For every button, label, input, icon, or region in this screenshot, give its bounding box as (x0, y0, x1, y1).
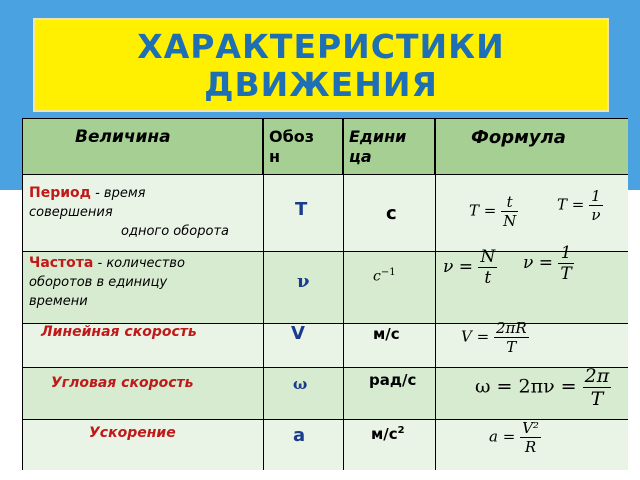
header-unit-line1: Едини (349, 127, 407, 146)
row-period-description: Период - время совершения одного оборота (29, 185, 229, 239)
title-banner (33, 18, 609, 112)
header-quantity: Величина (75, 127, 171, 147)
unit-frequency: $c^{-1}$ (373, 267, 396, 285)
header-unit-line2: ца (349, 147, 372, 166)
formula-angular-speed: ω = 2πν = $\frac{2\pi}{T}$ (475, 365, 610, 410)
quantity-name-linear-speed: Линейная скорость (41, 324, 197, 340)
grid-vline-2 (343, 119, 344, 470)
formula-frequency-2: ν = $\frac{1}{T}$ (523, 243, 572, 284)
formula-period-1: T = $\frac{t}{N}$ (469, 193, 517, 230)
title-line-1: ХАРАКТЕРИСТИКИ (137, 27, 505, 66)
symbol-angular-speed: ω (293, 375, 308, 393)
symbol-linear-speed: V (291, 323, 305, 344)
formula-linear-speed: V = $\frac{2\pi R}{T}$ (461, 319, 527, 356)
header-symbol-line2: н (269, 147, 281, 166)
unit-period: с (386, 203, 397, 224)
quantity-name-frequency: Частота (29, 255, 94, 271)
grid-vline-3 (435, 119, 436, 470)
quantity-name-angular-speed: Угловая скорость (51, 375, 194, 391)
characteristics-table (22, 118, 628, 470)
header-symbol-line1: Обоз (269, 127, 315, 146)
unit-linear-speed: м/с (373, 325, 400, 343)
grid-vline-1 (263, 119, 264, 470)
formula-acceleration: a = $\frac{\text{V²}}{R}$ (489, 419, 539, 456)
unit-acceleration: $м/с^2$ (371, 425, 405, 443)
symbol-acceleration: a (293, 425, 306, 446)
formula-frequency-1: ν = $\frac{N}{t}$ (443, 247, 496, 288)
quantity-name-period: Период (29, 185, 91, 201)
symbol-period: T (295, 199, 308, 220)
symbol-frequency: ν (297, 271, 310, 292)
title-line-2: ДВИЖЕНИЯ (204, 65, 438, 104)
unit-angular-speed: рад/с (369, 371, 417, 389)
quantity-name-acceleration: Ускорение (89, 425, 176, 441)
header-formula: Формула (471, 127, 566, 148)
row-frequency-description: Частота - количество оборотов в единицу времени (29, 255, 185, 309)
formula-period-2: T = $\frac{1}{\nu}$ (557, 187, 601, 224)
